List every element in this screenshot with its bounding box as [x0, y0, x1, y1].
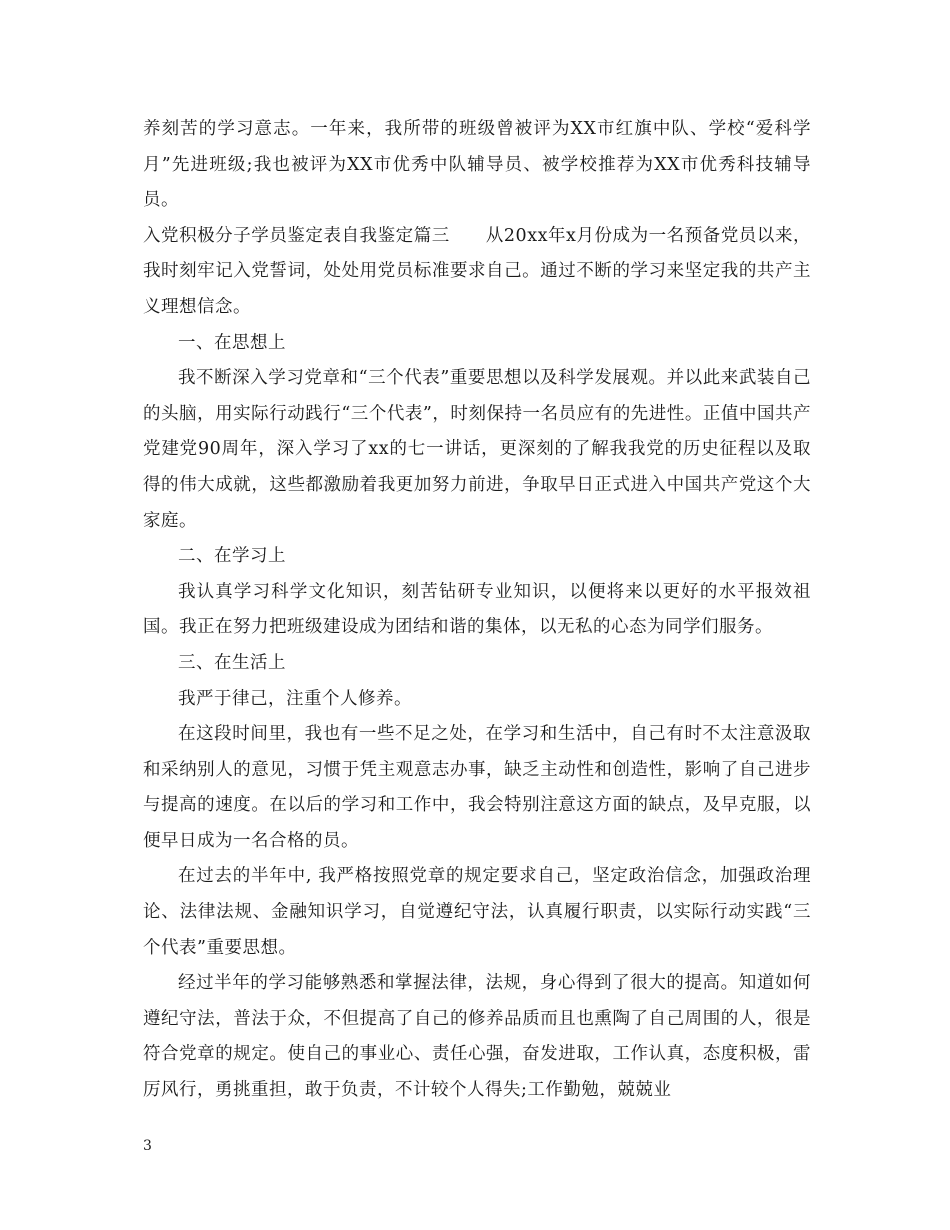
paragraph-1: 养刻苦的学习意志。一年来，我所带的班级曾被评为XX市红旗中队、学校“爱科学月”先进班级;我也被评为XX市优秀中队辅导员、被学校推荐为XX市优秀科技辅导员。: [143, 119, 811, 211]
document-body: [143, 112, 811, 1109]
section-heading-ideology: 一、在思想上: [178, 332, 286, 353]
paragraph-life: 我严于律己，注重个人修养。: [178, 688, 412, 709]
paragraph-shortcomings: 在这段时间里，我也有一些不足之处，在学习和生活中，自己有时不太注意汲取和采纳别人的意见，习惯于凭主观意志办事，缺乏主动性和创造性，影响了自己进步与提高的速度。在以后的学习和工作中，我会特别注意这方面的缺点，及早克服，以便早日成为一名合格的员。: [143, 724, 811, 851]
paragraph-past-half-year: 在过去的半年中, 我严格按照党章的规定要求自己，坚定政治信念，加强政治理论、法律法规、金融知识学习，自觉遵纪守法，认真履行职责，以实际行动实践“三个代表”重要思想。: [143, 866, 811, 958]
paragraph-ideology: 我不断深入学习党章和“三个代表”重要思想以及科学发展观。并以此来武装自己的头脑，用实际行动践行“三个代表”，时刻保持一名员应有的先进性。正值中国共产党建党90周年，深入学习了xx的七一讲话，更深刻的了解我我党的历史征程以及取得的伟大成就，这些都激励着我更加努力前进，争取早日正式进入中国共产党这个大家庭。: [143, 368, 811, 531]
section-heading-study: 二、在学习上: [178, 546, 286, 567]
paragraph-study: 我认真学习科学文化知识，刻苦钻研专业知识，以便将来以更好的水平报效祖国。我正在努力把班级建设成为团结和谐的集体，以无私的心态为同学们服务。: [143, 581, 811, 638]
page-number: 3: [143, 1138, 152, 1154]
paragraph-2: 入党积极分子学员鉴定表自我鉴定篇三 从20xx年x月份成为一名预备党员以来，我时刻牢记入党誓词，处处用党员标准要求自己。通过不断的学习来坚定我的共产主义理想信念。: [143, 225, 811, 317]
paragraph-law-study: 经过半年的学习能够熟悉和掌握法律，法规，身心得到了很大的提高。知道如何遵纪守法，普法于众，不但提高了自己的修养品质而且也熏陶了自己周围的人，很是符合党章的规定。使自己的事业心、责任心强，奋发进取，工作认真，态度积极，雷厉风行，勇挑重担，敢于负责，不计较个人得失;工作勤勉，兢兢业: [143, 973, 811, 1101]
section-heading-life: 三、在生活上: [178, 652, 286, 673]
